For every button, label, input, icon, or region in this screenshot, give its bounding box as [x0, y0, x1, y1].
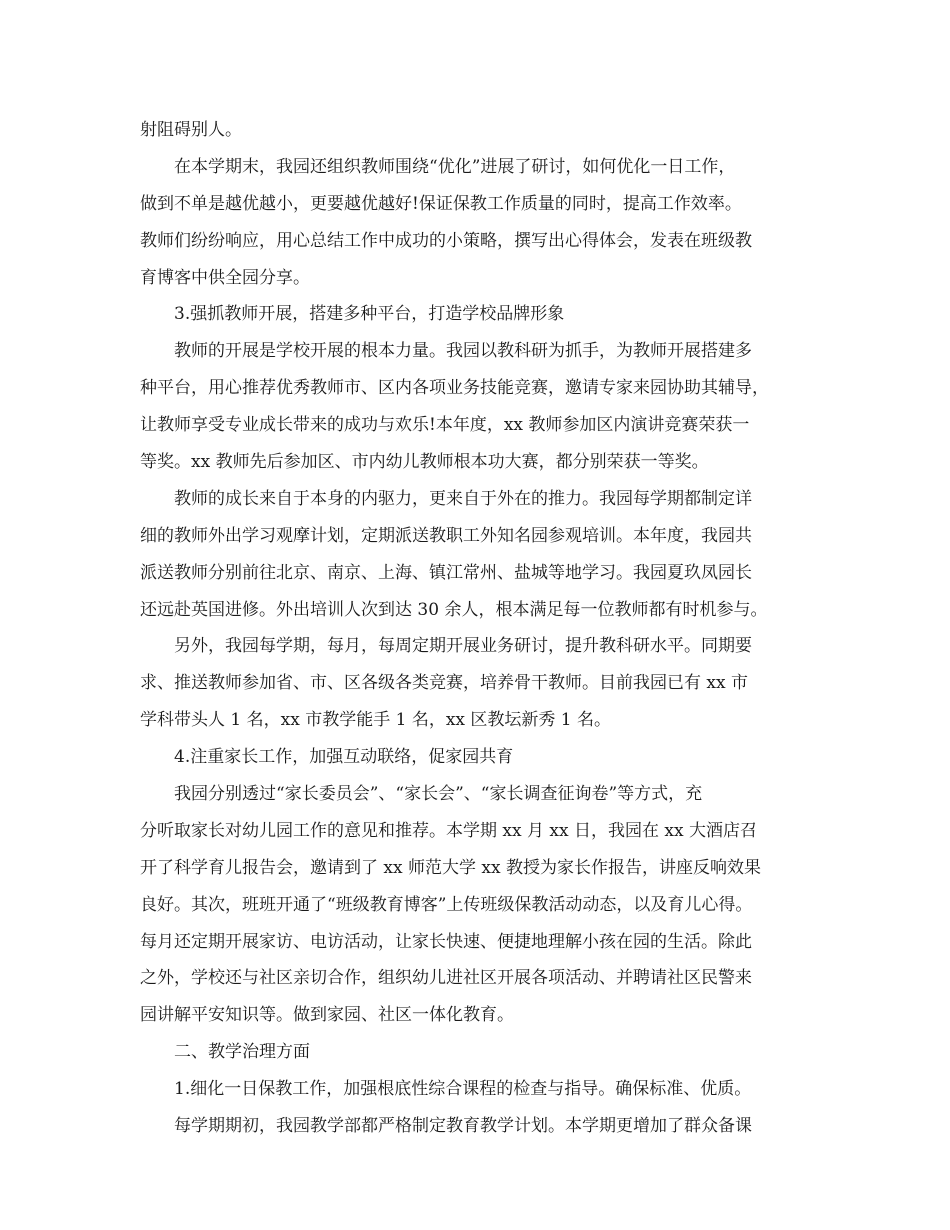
text-line: 开了科学育儿报告会，邀请到了 xx 师范大学 xx 教授为家长作报告，讲座反响效果	[140, 857, 761, 878]
text-line: 等奖。xx 教师先后参加区、市内幼儿教师根本功大赛，都分别荣获一等奖。	[140, 452, 709, 473]
text-line: 分听取家长对幼儿园工作的意见和推荐。本学期 xx 月 xx 日，我园在 xx 大酒店召	[140, 820, 757, 841]
text-line: 射阻碍别人。	[140, 120, 242, 140]
text-line: 另外，我园每学期，每月，每周定期开展业务研讨，提升教科研水平。同期要	[174, 636, 752, 657]
text-line: 1.细化一日保教工作，加强根底性综合课程的检查与指导。确保标准、优质。	[174, 1079, 752, 1100]
text-line: 园讲解平安知识等。做到家园、社区一体化教育。	[140, 1005, 514, 1026]
text-line: 4.注重家长工作，加强互动联络，促家园共育	[174, 747, 514, 768]
text-line: 良好。其次，班班开通了“班级教育博客”上传班级保教活动动态，以及育儿心得。	[140, 894, 753, 915]
document-body	[140, 112, 830, 1145]
text-line: 我园分别透过“家长委员会”、“家长会”、“家长调查征询卷”等方式，充	[174, 784, 703, 805]
text-line: 学科带头人 1 名，xx 市教学能手 1 名，xx 区教坛新秀 1 名。	[140, 710, 612, 731]
text-line: 教师的成长来自于本身的内驱力，更来自于外在的推力。我园每学期都制定详	[174, 488, 752, 509]
text-line: 3.强抓教师开展，搭建多种平台，打造学校品牌形象	[174, 304, 565, 325]
text-line: 教师的开展是学校开展的根本力量。我园以教科研为抓手，为教师开展搭建多	[174, 341, 752, 362]
text-line: 细的教师外出学习观摩计划，定期派送教职工外知名园参观培训。本年度，我园共	[140, 525, 752, 546]
text-line: 育博客中供全园分享。	[140, 267, 310, 288]
text-line: 每学期期初，我园教学部都严格制定教育教学计划。本学期更增加了群众备课	[174, 1116, 752, 1137]
text-line: 求、推送教师参加省、市、区各级各类竞赛，培养骨干教师。目前我园已有 xx 市	[140, 673, 748, 694]
text-line: 每月还定期开展家访、电访活动，让家长快速、便捷地理解小孩在园的生活。除此	[140, 931, 752, 952]
text-line: 派送教师分别前往北京、南京、上海、镇江常州、盐城等地学习。我园夏玖凤园长	[140, 562, 752, 583]
text-line: 二、教学治理方面	[174, 1042, 310, 1063]
text-line: 种平台，用心推荐优秀教师市、区内各项业务技能竞赛，邀请专家来园协助其辅导，	[140, 378, 769, 399]
text-line: 还远赴英国进修。外出培训人次到达 30 余人，根本满足每一位教师都有时机参与。	[140, 599, 768, 620]
text-line: 之外，学校还与社区亲切合作，组织幼儿进社区开展各项活动、并聘请社区民警来	[140, 968, 752, 989]
text-line: 教师们纷纷响应，用心总结工作中成功的小策略，撰写出心得体会，发表在班级教	[140, 230, 752, 251]
text-line: 在本学期末，我园还组织教师围绕“优化”进展了研讨，如何优化一日工作，	[174, 156, 736, 177]
text-line: 让教师享受专业成长带来的成功与欢乐!本年度，xx 教师参加区内演讲竞赛荣获一	[140, 415, 750, 436]
text-line: 做到不单是越优越小，更要越优越好!保证保教工作质量的同时，提高工作效率。	[140, 193, 742, 214]
